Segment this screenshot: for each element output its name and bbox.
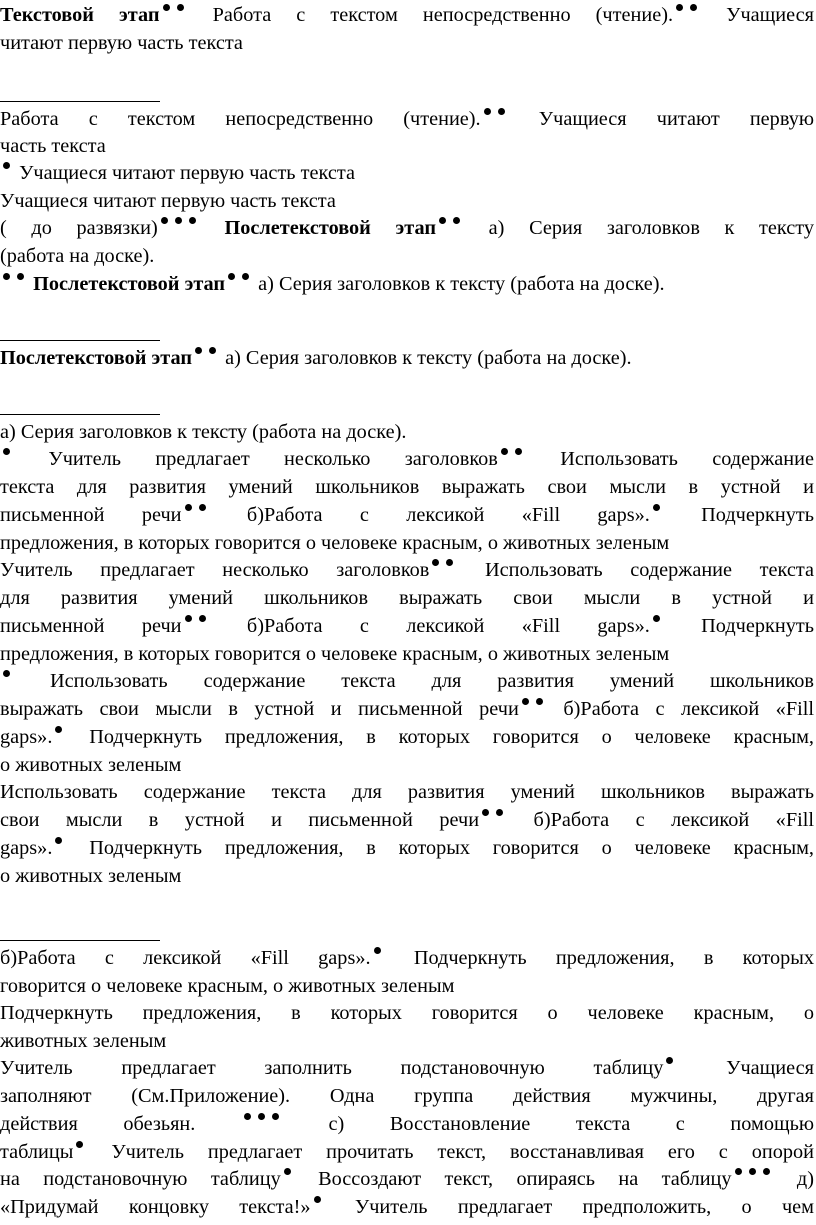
text-line xyxy=(0,106,814,132)
bullet-icon xyxy=(3,162,10,169)
text-segment: а) Серия заголовков к тексту (работа на доске). xyxy=(0,421,407,443)
text-segment: Учащиеся читают первую xyxy=(508,108,814,130)
text-line xyxy=(0,1166,814,1192)
text-segment: Учитель предлагает заполнить подстановочную таблицу xyxy=(0,1057,664,1079)
text-line xyxy=(0,133,814,159)
text-segment: «Придумай концовку текста!» xyxy=(0,1196,311,1218)
text-segment: письменной речи xyxy=(0,615,182,637)
bullet-icon xyxy=(653,504,660,511)
bullet-icon xyxy=(284,1168,291,1175)
bullet-icon xyxy=(496,809,503,816)
text-line xyxy=(0,474,814,500)
separator-line xyxy=(0,340,160,341)
text-segment: Учащиеся xyxy=(701,4,814,26)
bullet-icon xyxy=(676,4,683,11)
bullet-icon xyxy=(199,504,206,511)
text-line xyxy=(0,779,814,805)
text-line xyxy=(0,752,814,778)
text-segment: б)Работа с лексикой «Fill xyxy=(507,809,814,831)
text-line xyxy=(0,271,814,297)
text-line xyxy=(0,2,814,28)
bullet-icon xyxy=(3,670,10,677)
text-segment: Подчеркнуть предложения, в которых xyxy=(384,947,814,969)
bullet-icon xyxy=(439,217,446,224)
text-line xyxy=(0,1055,814,1081)
text-segment: Использовать содержание текста для развития умений школьников выражать xyxy=(0,781,814,803)
text-segment: о животных зеленым xyxy=(0,754,182,776)
bullet-icon xyxy=(199,615,206,622)
text-line xyxy=(0,557,814,583)
text-segment: Учитель предлагает несколько заголовков xyxy=(14,448,498,470)
text-segment xyxy=(200,217,225,239)
separator-line xyxy=(0,940,160,941)
text-segment: Подчеркнуть предложения, в которых говорится о человеке красным, xyxy=(66,837,814,859)
text-segment: таблицы xyxy=(0,1141,74,1163)
bullet-icon xyxy=(55,726,62,733)
bullet-icon xyxy=(453,217,460,224)
text-segment: животных зеленым xyxy=(0,1030,167,1052)
text-segment: для развития умений школьников выражать свои мысли в устной и xyxy=(0,587,814,609)
text-segment: gaps». xyxy=(0,837,53,859)
text-segment: Учащиеся xyxy=(677,1057,814,1079)
bold-text: Послетекстовой этап xyxy=(0,347,193,369)
text-segment: Подчеркнуть xyxy=(663,504,814,526)
text-line xyxy=(0,160,814,186)
text-segment: Учащиеся читают первую часть текста xyxy=(0,190,336,212)
bullet-icon xyxy=(55,837,62,844)
bullet-icon xyxy=(749,1168,756,1175)
text-line xyxy=(0,641,814,667)
bullet-icon xyxy=(484,108,491,115)
text-segment: ( до развязки) xyxy=(0,217,158,239)
bullet-icon xyxy=(515,448,522,455)
bullet-icon xyxy=(185,615,192,622)
bullet-icon xyxy=(161,217,168,224)
bullet-icon xyxy=(374,947,381,954)
bullet-icon xyxy=(666,1057,673,1064)
bullet-icon xyxy=(272,1113,279,1120)
text-segment: Работа с текстом непосредственно (чтение). xyxy=(0,108,481,130)
text-segment: заполняют (См.Приложение). Одна группа действия мужчины, другая xyxy=(0,1085,814,1107)
text-segment: выражать свои мысли в устной и письменной речи xyxy=(0,698,519,720)
text-segment: о животных зеленым xyxy=(0,865,182,887)
text-segment: на подстановочную таблицу xyxy=(0,1168,281,1190)
text-line xyxy=(0,530,814,556)
bold-text: Послетекстовой этап xyxy=(33,273,226,295)
bullet-icon xyxy=(482,809,489,816)
text-segment: свои мысли в устной и письменной речи xyxy=(0,809,480,831)
bullet-icon xyxy=(76,1141,83,1148)
text-line xyxy=(0,345,814,371)
bullet-icon xyxy=(522,698,529,705)
text-segment: Учащиеся читают первую часть текста xyxy=(14,162,355,184)
text-line xyxy=(0,585,814,611)
text-segment: а) Серия заголовков к тексту xyxy=(464,217,814,239)
text-segment: Учитель предлагает прочитать текст, восстанавливая его с опорой xyxy=(87,1141,814,1163)
bullet-icon xyxy=(17,273,24,280)
text-segment: а) Серия заголовков к тексту (работа на доске). xyxy=(220,347,632,369)
text-segment: Учитель предлагает предположить, о чем xyxy=(324,1196,814,1218)
bullet-icon xyxy=(258,1113,265,1120)
text-segment: читают первую часть текста xyxy=(0,32,243,54)
text-segment: Работа с текстом непосредственно (чтение). xyxy=(187,4,674,26)
text-segment: Воссоздают текст, опираясь на таблицу xyxy=(294,1168,732,1190)
bullet-icon xyxy=(189,217,196,224)
text-segment: говорится о человеке красным, о животных зеленым xyxy=(0,975,455,997)
text-segment: Подчеркнуть xyxy=(663,615,814,637)
bullet-icon xyxy=(185,504,192,511)
text-line xyxy=(0,419,814,445)
bullet-icon xyxy=(163,4,170,11)
text-segment: предложения, в которых говорится о человеке красным, о животных зеленым xyxy=(0,643,670,665)
text-line xyxy=(0,215,814,241)
text-segment: действия обезьян. xyxy=(0,1113,241,1135)
bullet-icon xyxy=(177,4,184,11)
text-segment: Подчеркнуть предложения, в которых говорится о человеке красным, о xyxy=(0,1002,814,1024)
text-segment: б)Работа с лексикой «Fill gaps». xyxy=(209,504,650,526)
text-segment: б)Работа с лексикой «Fill gaps». xyxy=(0,947,371,969)
text-line xyxy=(0,724,814,750)
text-segment: часть текста xyxy=(0,135,106,157)
text-line xyxy=(0,696,814,722)
bullet-icon xyxy=(3,448,10,455)
text-line xyxy=(0,613,814,639)
text-line xyxy=(0,945,814,971)
bullet-icon xyxy=(314,1196,321,1203)
bullet-icon xyxy=(536,698,543,705)
text-segment: текста для развития умений школьников выражать свои мысли в устной и xyxy=(0,476,814,498)
text-segment: д) xyxy=(773,1168,814,1190)
text-line xyxy=(0,1139,814,1165)
bullet-icon xyxy=(446,559,453,566)
separator-line xyxy=(0,414,160,415)
text-line xyxy=(0,502,814,528)
bullet-icon xyxy=(763,1168,770,1175)
text-segment: б)Работа с лексикой «Fill gaps». xyxy=(209,615,650,637)
text-line xyxy=(0,1000,814,1026)
bold-text: Послетекстовой этап xyxy=(224,217,437,239)
text-segment: Использовать содержание текста для развития умений школьников xyxy=(14,670,814,692)
text-segment: Подчеркнуть предложения, в которых говорится о человеке красным, xyxy=(66,726,814,748)
bullet-icon xyxy=(242,273,249,280)
bullet-icon xyxy=(244,1113,251,1120)
text-segment: Использовать содержание текста xyxy=(457,559,814,581)
text-line xyxy=(0,863,814,889)
bullet-icon xyxy=(432,559,439,566)
bullet-icon xyxy=(498,108,505,115)
bullet-icon xyxy=(690,4,697,11)
text-line xyxy=(0,446,814,472)
text-line xyxy=(0,973,814,999)
text-segment: предложения, в которых говорится о человеке красным, о животных зеленым xyxy=(0,532,670,554)
text-segment: (работа на доске). xyxy=(0,245,155,267)
text-segment: Использовать содержание xyxy=(525,448,814,470)
bullet-icon xyxy=(209,347,216,354)
text-line xyxy=(0,1194,814,1220)
text-segment: письменной речи xyxy=(0,504,182,526)
bullet-icon xyxy=(653,615,660,622)
bullet-icon xyxy=(3,273,10,280)
text-line xyxy=(0,243,814,269)
text-line xyxy=(0,30,814,56)
text-line xyxy=(0,188,814,214)
text-segment: а) Серия заголовков к тексту (работа на доске). xyxy=(253,273,665,295)
text-line xyxy=(0,1111,814,1137)
text-segment: с) Восстановление текста с помощью xyxy=(282,1113,814,1135)
separator-line xyxy=(0,101,160,102)
text-segment: б)Работа с лексикой «Fill xyxy=(546,698,814,720)
text-line xyxy=(0,807,814,833)
text-segment: Учитель предлагает несколько заголовков xyxy=(0,559,430,581)
text-line xyxy=(0,1083,814,1109)
bullet-icon xyxy=(735,1168,742,1175)
text-line xyxy=(0,835,814,861)
text-segment: gaps». xyxy=(0,726,53,748)
bullet-icon xyxy=(195,347,202,354)
bullet-icon xyxy=(175,217,182,224)
bullet-icon xyxy=(228,273,235,280)
bold-text: Текстовой этап xyxy=(0,4,160,26)
bullet-icon xyxy=(501,448,508,455)
text-line xyxy=(0,668,814,694)
text-line xyxy=(0,1028,814,1054)
